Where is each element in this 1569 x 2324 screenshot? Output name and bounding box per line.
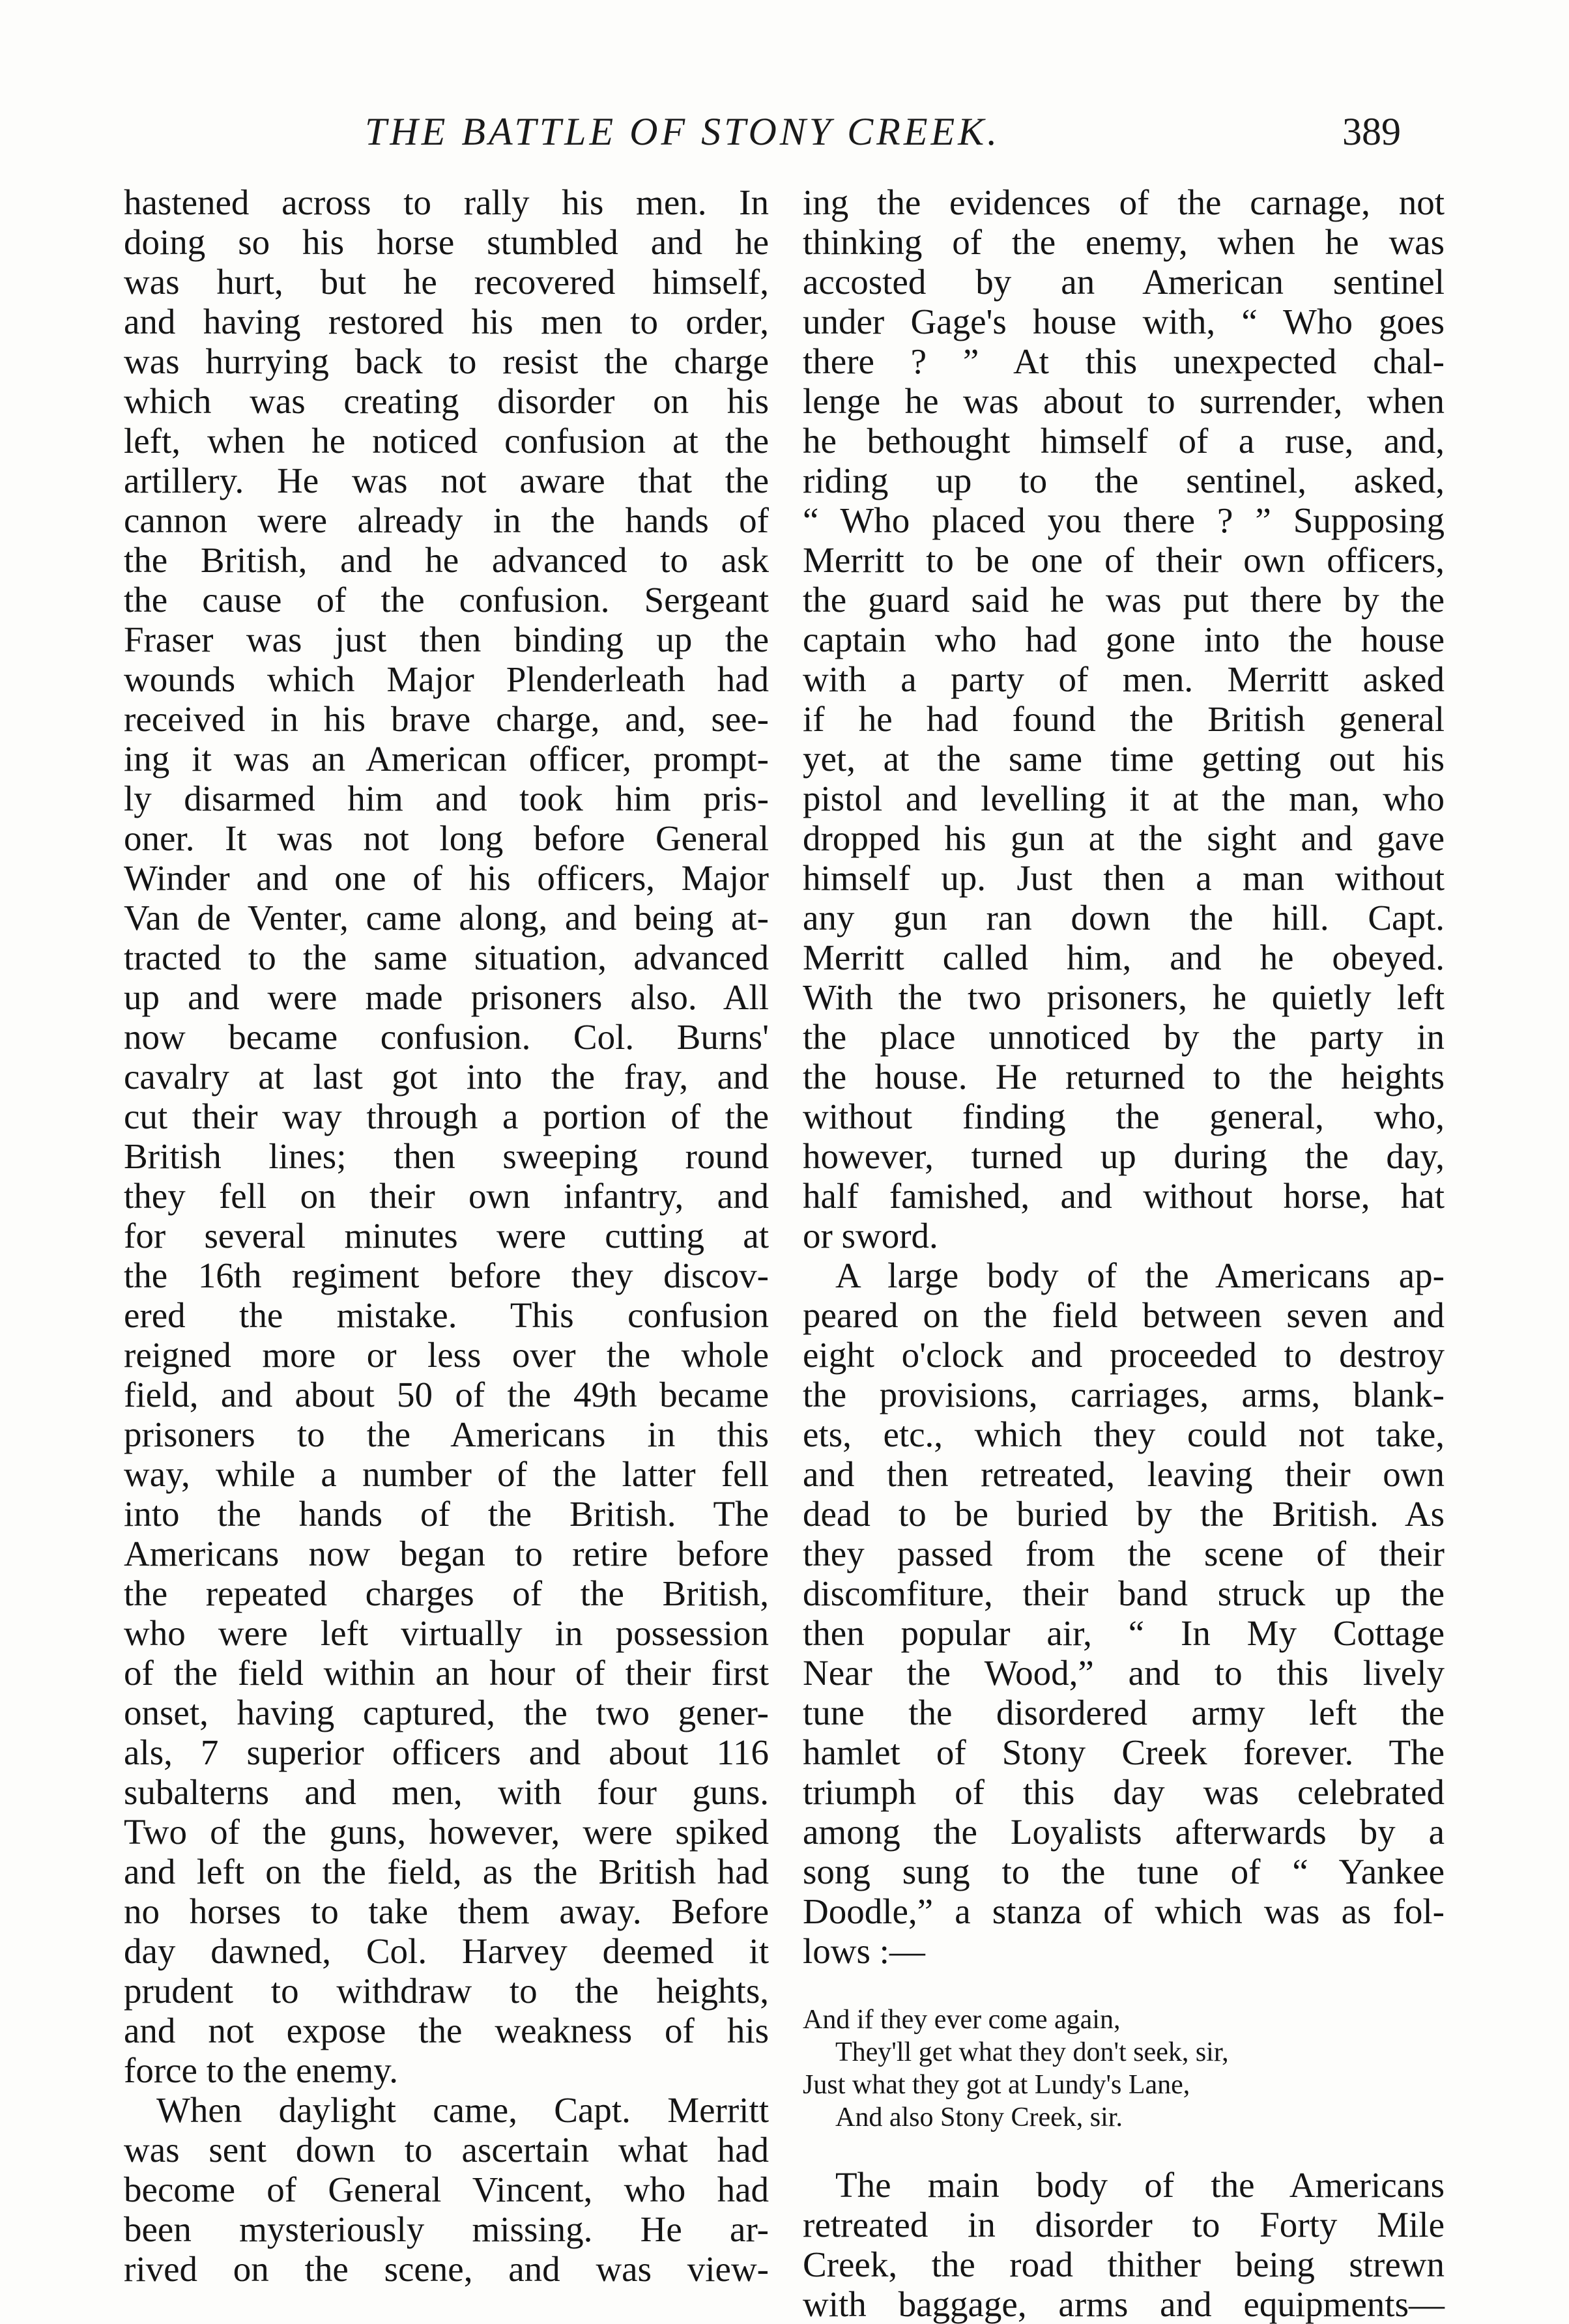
text-line: tune the disordered army left the: [803, 1693, 1445, 1732]
text-line: Winder and one of his officers, Major: [124, 858, 769, 898]
text-line: captain who had gone into the house: [803, 620, 1445, 659]
text-line: the house. He returned to the heights: [803, 1057, 1445, 1097]
text-line: now became confusion. Col. Burns': [124, 1017, 769, 1057]
text-line: Americans now began to retire before: [124, 1534, 769, 1573]
text-line: Merritt called him, and he obeyed.: [803, 938, 1445, 977]
text-line: day dawned, Col. Harvey deemed it: [124, 1931, 769, 1971]
text-line: was hurt, but he recovered himself,: [124, 262, 769, 302]
text-line: the place unnoticed by the party in: [803, 1017, 1445, 1057]
text-line: was sent down to ascertain what had: [124, 2130, 769, 2170]
text-line: been mysteriously missing. He ar-: [124, 2209, 769, 2249]
text-line: and having restored his men to order,: [124, 302, 769, 341]
text-line: song sung to the tune of “ Yankee: [803, 1852, 1445, 1891]
paragraph: [803, 1255, 1445, 1971]
paragraph: [124, 2090, 769, 2289]
text-line: Creek, the road thither being strewn: [803, 2245, 1445, 2284]
text-line: with baggage, arms and equipments—: [803, 2284, 1445, 2324]
text-line: retreated in disorder to Forty Mile: [803, 2205, 1445, 2245]
text-line: there ? ” At this unexpected chal-: [803, 341, 1445, 381]
text-line: ly disarmed him and took him pris-: [124, 779, 769, 818]
text-line: half famished, and without horse, hat: [803, 1176, 1445, 1216]
text-line: force to the enemy.: [124, 2050, 398, 2090]
text-line: als, 7 superior officers and about 116: [124, 1732, 769, 1772]
text-line: for several minutes were cutting at: [124, 1216, 769, 1255]
text-line: When daylight came, Capt. Merritt: [156, 2090, 769, 2130]
text-line: Two of the guns, however, were spiked: [124, 1812, 769, 1852]
text-line: up and were made prisoners also. All: [124, 977, 769, 1017]
text-line: the British, and he advanced to ask: [124, 540, 769, 580]
verse-line: Just what they got at Lundy's Lane,: [803, 2070, 1190, 2100]
text-line: dead to be buried by the British. As: [803, 1494, 1445, 1534]
text-line: A large body of the Americans ap-: [835, 1255, 1445, 1295]
text-line: and then retreated, leaving their own: [803, 1454, 1445, 1494]
text-line: dropped his gun at the sight and gave: [803, 818, 1445, 858]
text-line: cavalry at last got into the fray, and: [124, 1057, 769, 1097]
text-line: under Gage's house with, “ Who goes: [803, 302, 1445, 341]
verse-line: And also Stony Creek, sir.: [835, 2102, 1123, 2132]
text-line: any gun ran down the hill. Capt.: [803, 898, 1445, 938]
text-line: who were left virtually in possession: [124, 1613, 769, 1653]
text-line: he bethought himself of a ruse, and,: [803, 421, 1445, 461]
text-line: The main body of the Americans: [835, 2165, 1445, 2205]
text-line: among the Loyalists afterwards by a: [803, 1812, 1445, 1852]
text-line: pistol and levelling it at the man, who: [803, 779, 1445, 818]
text-line: the cause of the confusion. Sergeant: [124, 580, 769, 620]
text-line: Van de Venter, came along, and being at-: [124, 898, 769, 938]
text-line: artillery. He was not aware that the: [124, 461, 769, 500]
text-line: of the field within an hour of their first: [124, 1653, 769, 1693]
text-line: triumph of this day was celebrated: [803, 1772, 1445, 1812]
text-line: Near the Wood,” and to this lively: [803, 1653, 1445, 1693]
text-line: ing the evidences of the carnage, not: [803, 182, 1445, 222]
text-line: no horses to take them away. Before: [124, 1891, 769, 1931]
text-line: wounds which Major Plenderleath had: [124, 659, 769, 699]
paragraph: [124, 182, 769, 2090]
text-line: Merritt to be one of their own officers,: [803, 540, 1445, 580]
paragraph: [803, 182, 1445, 1255]
text-line: lows :—: [803, 1931, 925, 1971]
text-line: the repeated charges of the British,: [124, 1573, 769, 1613]
text-line: With the two prisoners, he quietly left: [803, 977, 1445, 1017]
text-line: discomfiture, their band struck up the: [803, 1573, 1445, 1613]
text-line: yet, at the same time getting out his: [803, 739, 1445, 779]
text-line: riding up to the sentinel, asked,: [803, 461, 1445, 500]
text-line: “ Who placed you there ? ” Supposing: [803, 500, 1445, 540]
text-line: onset, having captured, the two gener-: [124, 1693, 769, 1732]
text-line: British lines; then sweeping round: [124, 1136, 769, 1176]
text-line: was hurrying back to resist the charge: [124, 341, 769, 381]
text-line: without finding the general, who,: [803, 1097, 1445, 1136]
text-line: and left on the field, as the British had: [124, 1852, 769, 1891]
text-line: lenge he was about to surrender, when: [803, 381, 1445, 421]
text-line: peared on the field between seven and: [803, 1295, 1445, 1335]
text-line: rived on the scene, and was view-: [124, 2249, 769, 2289]
text-line: with a party of men. Merritt asked: [803, 659, 1445, 699]
text-line: accosted by an American sentinel: [803, 262, 1445, 302]
text-line: the guard said he was put there by the: [803, 580, 1445, 620]
paragraph: [803, 2165, 1445, 2324]
text-line: left, when he noticed confusion at the: [124, 421, 769, 461]
text-line: Doodle,” a stanza of which was as fol-: [803, 1891, 1445, 1931]
verse-stanza: [803, 2003, 1445, 2134]
text-line: if he had found the British general: [803, 699, 1445, 739]
text-line: however, turned up during the day,: [803, 1136, 1445, 1176]
text-line: reigned more or less over the whole: [124, 1335, 769, 1375]
text-line: the 16th regiment before they discov-: [124, 1255, 769, 1295]
text-line: they fell on their own infantry, and: [124, 1176, 769, 1216]
text-line: or sword.: [803, 1216, 938, 1255]
right-column: [803, 182, 1445, 2324]
text-line: field, and about 50 of the 49th became: [124, 1375, 769, 1414]
left-column: [124, 182, 769, 2289]
text-line: eight o'clock and proceeded to destroy: [803, 1335, 1445, 1375]
text-line: thinking of the enemy, when he was: [803, 222, 1445, 262]
text-line: ets, etc., which they could not take,: [803, 1414, 1445, 1454]
page-number: 389: [1342, 110, 1401, 153]
running-title: THE BATTLE OF STONY CREEK.: [365, 110, 1001, 153]
page-header: [0, 109, 1569, 168]
text-line: they passed from the scene of their: [803, 1534, 1445, 1573]
text-line: ing it was an American officer, prompt-: [124, 739, 769, 779]
text-line: and not expose the weakness of his: [124, 2011, 769, 2050]
text-line: doing so his horse stumbled and he: [124, 222, 769, 262]
text-line: Fraser was just then binding up the: [124, 620, 769, 659]
text-line: ered the mistake. This confusion: [124, 1295, 769, 1335]
text-line: hamlet of Stony Creek forever. The: [803, 1732, 1445, 1772]
text-line: tracted to the same situation, advanced: [124, 938, 769, 977]
text-line: into the hands of the British. The: [124, 1494, 769, 1534]
text-line: prisoners to the Americans in this: [124, 1414, 769, 1454]
text-line: oner. It was not long before General: [124, 818, 769, 858]
text-line: prudent to withdraw to the heights,: [124, 1971, 769, 2011]
text-line: cannon were already in the hands of: [124, 500, 769, 540]
text-line: hastened across to rally his men. In: [124, 182, 769, 222]
text-line: received in his brave charge, and, see-: [124, 699, 769, 739]
text-line: cut their way through a portion of the: [124, 1097, 769, 1136]
text-line: which was creating disorder on his: [124, 381, 769, 421]
text-line: then popular air, “ In My Cottage: [803, 1613, 1445, 1653]
verse-line: They'll get what they don't seek, sir,: [835, 2037, 1229, 2067]
text-line: the provisions, carriages, arms, blank-: [803, 1375, 1445, 1414]
text-line: himself up. Just then a man without: [803, 858, 1445, 898]
verse-line: And if they ever come again,: [803, 2005, 1121, 2035]
text-line: subalterns and men, with four guns.: [124, 1772, 769, 1812]
text-line: become of General Vincent, who had: [124, 2170, 769, 2209]
text-line: way, while a number of the latter fell: [124, 1454, 769, 1494]
